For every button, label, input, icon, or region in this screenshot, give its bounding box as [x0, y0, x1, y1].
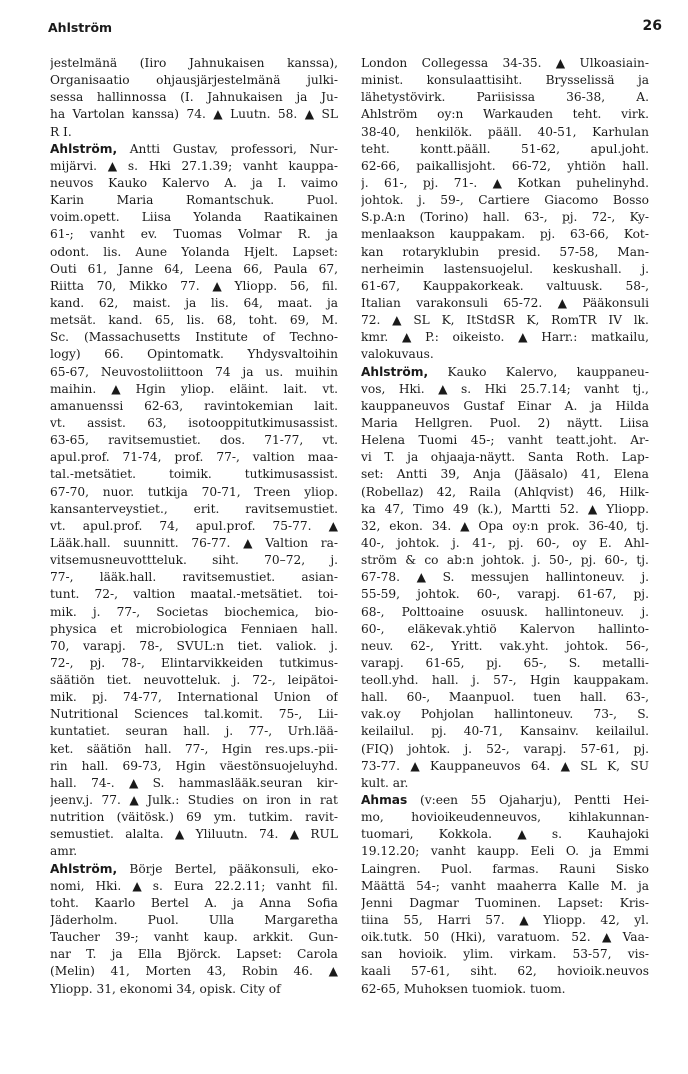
text-line: (Robellaz) 42, Raila (Ahlqvist) 46, Hilk- [361, 484, 649, 499]
text-line: mik. pj. 74-77, International Union of [50, 690, 338, 705]
text-line: 38-40, henkilök. pääll. 40-51, Karhulan [361, 124, 649, 139]
text-line: lähetystövirk. Pariisissa 36-38, A. [361, 90, 649, 105]
text-line: mijärvi. ▲ s. Hki 27.1.39; vanht kauppa- [50, 158, 338, 173]
text-line: mik. j. 77-, Societas biochemica, bio- [50, 604, 338, 619]
text-line: j. 61-, pj. 71-. ▲ Kotkan puhelinyhd. [361, 175, 649, 190]
text-line: physica et microbiologica Fenniaen hall. [50, 621, 338, 636]
text-line: Lääk.hall. suunnitt. 76-77. ▲ Valtion ra- [50, 535, 338, 550]
text-line: neuv. 62-, Yritt. vak.yht. johtok. 56-, [361, 638, 649, 653]
text-line: tiina 55, Harri 57. ▲ Yliopp. 42, yl. [361, 913, 649, 928]
text-line: Taucher 39-; vanht kaup. arkkit. Gun- [50, 930, 338, 945]
text-line: nomi, Hki. ▲ s. Eura 22.2.11; vanht fil. [50, 878, 338, 893]
text-line: Jäderholm. Puol. Ulla Margaretha [50, 913, 338, 928]
text-line: 61-; vanht ev. Tuomas Volmar R. ja [50, 227, 338, 242]
text-line: 60-, eläkevak.yhtiö Kalervon hallinto- [361, 621, 649, 636]
text-line: London Collegessa 34-35. ▲ Ulkoasiain- [361, 56, 649, 70]
text-line: set: Antti 39, Anja (Jääsalo) 41, Elena [361, 467, 649, 482]
text-line: nerheimin lastensuojelul. keskushall. j. [361, 261, 649, 276]
text-line: tuomari, Kokkola. ▲ s. Kauhajoki [361, 827, 649, 842]
text-line: hall. 74-. ▲ S. hammaslääk.seuran kir- [50, 775, 338, 790]
text-line: 72-, pj. 78-, Elintarvikkeiden tutkimus- [50, 655, 338, 670]
text-line: R I. [50, 124, 72, 139]
text-line: metsät. kand. 65, lis. 68, toht. 69, M. [50, 313, 338, 328]
text-line: 61-67, Kauppakorkeak. valtuusk. 58-, [361, 278, 649, 293]
text-line: 67-78. ▲ S. messujen hallintoneuv. j. [361, 570, 649, 585]
text-line: ström & co ab:n johtok. j. 50-, pj. 60-, tj. [361, 553, 649, 568]
text-line: ha Vartolan kanssa) 74. ▲ Luutn. 58. ▲ SL [50, 107, 338, 122]
text-line: 73-77. ▲ Kauppaneuvos 64. ▲ SL K, SU [361, 758, 649, 773]
text-line: 62-65, Muhoksen tuomiok. tuom. [361, 981, 566, 996]
text-line: kan rotaryklubin presid. 57-58, Man- [361, 244, 649, 259]
text-line: Nutritional Sciences tal.komit. 75-, Lii- [50, 707, 338, 722]
text-line: 55-59, johtok. 60-, varapj. 61-67, pj. [361, 587, 649, 602]
text-line: keilailul. pj. 40-71, Kansainv. keilailul. [361, 724, 649, 739]
text-line: vt. apul.prof. 74, apul.prof. 75-77. ▲ [50, 518, 338, 533]
text-line: hall. 60-, Maanpuol. tuen hall. 63-, [361, 690, 649, 705]
text-line: Karin Maria Romantschuk. Puol. [50, 193, 338, 208]
text-line: teht. kontt.pääll. 51-62, apul.joht. [361, 141, 649, 156]
running-header [48, 20, 662, 42]
text-line: kand. 62, maist. ja lis. 64, maat. ja [50, 295, 338, 310]
text-line: vos, Hki. ▲ s. Hki 25.7.14; vanht tj., [361, 381, 649, 396]
right-column [361, 55, 649, 998]
text-line: 32, ekon. 34. ▲ Opa oy:n prok. 36-40, tj. [361, 518, 649, 533]
text-line: jeenv.j. 77. ▲ Julk.: Studies on iron in rat [50, 793, 338, 808]
text-line: semustiet. alalta. ▲ Yliluutn. 74. ▲ RUL [50, 827, 338, 842]
page-number: 26 [642, 18, 662, 34]
text-line: Määttä 54-; vanht maaherra Kalle M. ja [361, 878, 649, 893]
text-line: san hovioik. ylim. virkam. 53-57, vis- [361, 947, 649, 962]
text-line: valokuvaus. [361, 347, 434, 362]
running-head-title: Ahlström [48, 20, 113, 35]
text-line: vak.oy Pohjolan hallintoneuv. 73-, S. [361, 707, 649, 722]
text-line: 40-, johtok. j. 41-, pj. 60-, oy E. Ahl- [361, 535, 649, 550]
text-line: mo, hovioikeudenneuvos, kihlakunnan- [361, 810, 649, 825]
text-line: 63-65, ravitsemustiet. dos. 71-77, vt. [50, 433, 338, 448]
text-line: logy) 66. Opintomatk. Yhdysvaltoihin [50, 347, 338, 362]
text-line: ka 47, Timo 49 (k.), Martti 52. ▲ Yliopp. [361, 501, 649, 516]
text-line: nutrition (väitösk.) 69 ym. tutkim. ravit- [50, 810, 338, 825]
text-line: säätiön tiet. neuvotteluk. j. 72-, leipätoi- [50, 673, 338, 688]
text-line: kmr. ▲ P.: oikeisto. ▲ Harr.: matkailu, [361, 330, 649, 345]
text-line: 65-67, Neuvostoliittoon 74 ja us. muihin [50, 364, 338, 379]
text-line: tunt. 72-, valtion maatal.-metsätiet. toi- [50, 587, 338, 602]
text-line: jestelmänä (Iiro Jahnukaisen kanssa), [50, 56, 338, 70]
text-line: toht. Kaarlo Bertel A. ja Anna Sofia [50, 895, 338, 910]
text-line: odont. lis. Aune Yolanda Hjelt. Lapset: [50, 244, 338, 259]
text-line: Ahlström oy:n Warkauden teht. virk. [361, 107, 649, 122]
left-column [50, 55, 338, 998]
text-line: rin hall. 69-73, Hgin väestönsuojeluyhd. [50, 758, 338, 773]
text-line: kaali 57-61, siht. 62, hovioik.neuvos [361, 964, 649, 979]
text-line: maihin. ▲ Hgin yliop. eläint. lait. vt. [50, 381, 338, 396]
text-line: Ahlström, Antti Gustav, professori, Nur- [50, 141, 338, 156]
text-line: Organisaatio ohjausjärjestelmänä julki- [50, 73, 338, 88]
text-line: nar T. ja Ella Björck. Lapset: Carola [50, 947, 338, 962]
text-line: 19.12.20; vanht kaupp. Eeli O. ja Emmi [361, 844, 649, 859]
text-line: kult. ar. [361, 775, 409, 790]
text-line: 77-, lääk.hall. ravitsemustiet. asian- [50, 570, 338, 585]
text-line: Laingren. Puol. farmas. Rauni Sisko [361, 861, 649, 876]
text-line: voim.opett. Liisa Yolanda Raatikainen [50, 210, 338, 225]
text-line: kauppaneuvos Gustaf Einar A. ja Hilda [361, 398, 649, 413]
text-line: tal.-metsätiet. toimik. tutkimusassist. [50, 467, 338, 482]
text-line: 67-70, nuor. tutkija 70-71, Treen yliop. [50, 484, 338, 499]
text-line: kansanterveystiet., erit. ravitsemustiet. [50, 501, 338, 516]
text-line: Ahlström, Börje Bertel, pääkonsuli, eko- [50, 861, 338, 876]
text-line: (Melin) 41, Morten 43, Robin 46. ▲ [50, 964, 338, 979]
text-line: Outi 61, Janne 64, Leena 66, Paula 67, [50, 261, 338, 276]
text-line: Ahlström, Kauko Kalervo, kauppaneu- [361, 364, 649, 379]
text-line: amr. [50, 844, 78, 859]
text-line: vt. assist. 63, isotooppitutkimusassist. [50, 415, 338, 430]
text-line: kuntatiet. seuran hall. j. 77-, Urh.lää- [50, 724, 338, 739]
text-line: Yliopp. 31, ekonomi 34, opisk. City of [50, 981, 281, 996]
text-line: johtok. j. 59-, Cartiere Giacomo Bosso [361, 193, 649, 208]
text-line: sessa hallinnossa (I. Jahnukaisen ja Ju- [50, 90, 338, 105]
text-line: (FIQ) johtok. j. 52-, varapj. 57-61, pj. [361, 741, 649, 756]
text-line: Riitta 70, Mikko 77. ▲ Yliopp. 56, fil. [50, 278, 338, 293]
text-line: 68-, Polttoaine osuusk. hallintoneuv. j. [361, 604, 649, 619]
text-line: 72. ▲ SL K, ItStdSR K, RomTR IV lk. [361, 313, 649, 328]
text-line: varapj. 61-65, pj. 65-, S. metalli- [361, 655, 649, 670]
text-line: Helena Tuomi 45-; vanht teatt.joht. Ar- [361, 433, 649, 448]
text-line: 62-66, paikallisjoht. 66-72, yhtiön hall. [361, 158, 649, 173]
text-line: Ahmas (v:een 55 Ojaharju), Pentti Hei- [361, 793, 649, 808]
text-line: minist. konsulaattisiht. Brysselissä ja [361, 73, 649, 88]
text-line: S.p.A:n (Torino) hall. 63-, pj. 72-, Ky- [361, 210, 649, 225]
text-line: teoll.yhd. hall. j. 57-, Hgin kauppakam. [361, 673, 649, 688]
text-line: vi T. ja ohjaaja-näytt. Santa Roth. Lap- [361, 450, 649, 465]
text-line: Italian varakonsuli 65-72. ▲ Pääkonsuli [361, 295, 649, 310]
text-line: neuvos Kauko Kalervo A. ja I. vaimo [50, 175, 338, 190]
text-line: amanuenssi 62-63, ravintokemian lait. [50, 398, 338, 413]
text-line: Maria Hellgren. Puol. 2) näytt. Liisa [361, 415, 649, 430]
text-line: apul.prof. 71-74, prof. 77-, valtion maa- [50, 450, 338, 465]
text-line: Sc. (Massachusetts Institute of Techno- [50, 330, 338, 345]
text-line: menlaakson kauppakam. pj. 63-66, Kot- [361, 227, 649, 242]
text-line: vitsemusneuvottteluk. siht. 70–72, j. [50, 553, 338, 568]
text-line: ket. säätiön hall. 77-, Hgin res.ups.-pii- [50, 741, 338, 756]
text-line: Jenni Dagmar Tuominen. Lapset: Kris- [361, 895, 649, 910]
text-line: oik.tutk. 50 (Hki), varatuom. 52. ▲ Vaa- [361, 930, 649, 945]
text-line: 70, varapj. 78-, SVUL:n tiet. valiok. j. [50, 638, 338, 653]
